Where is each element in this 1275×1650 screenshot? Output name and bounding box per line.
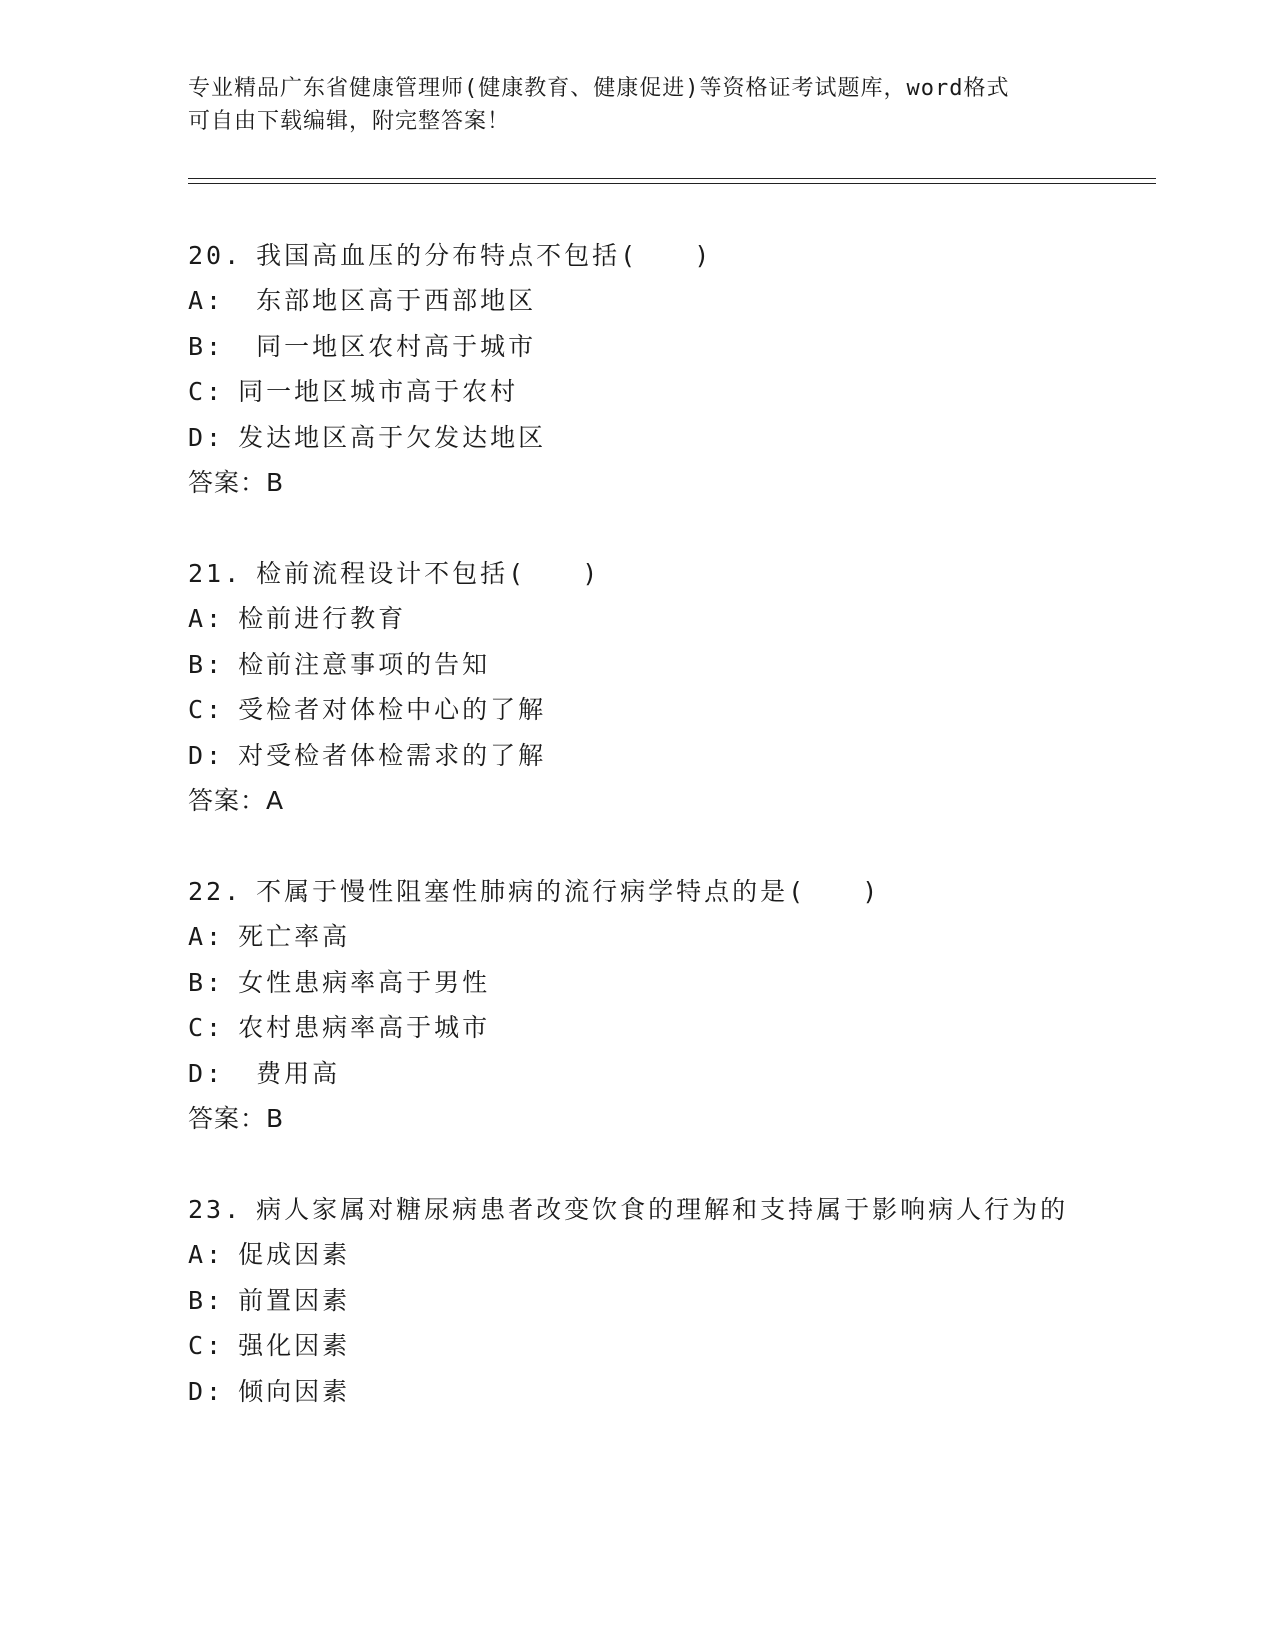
option-text: 农村患病率高于城市 bbox=[238, 1013, 491, 1042]
option-c bbox=[188, 1323, 1088, 1369]
option-text: 东部地区高于西部地区 bbox=[238, 286, 537, 315]
question-stem bbox=[188, 869, 1088, 914]
option-letter: A: bbox=[188, 922, 225, 951]
option-b bbox=[188, 960, 1088, 1006]
question-stem bbox=[188, 1187, 1088, 1232]
option-a bbox=[188, 278, 1088, 324]
option-b bbox=[188, 324, 1088, 370]
option-letter: C: bbox=[188, 1013, 225, 1042]
question-23 bbox=[188, 1187, 1088, 1414]
question-text: 检前流程设计不包括( ) bbox=[256, 559, 601, 588]
answer-line: 答案：B bbox=[188, 468, 285, 497]
option-letter: D: bbox=[188, 422, 225, 452]
option-letter: D: bbox=[188, 1058, 225, 1088]
option-a bbox=[188, 914, 1088, 960]
question-20 bbox=[188, 233, 1088, 505]
question-text: 不属于慢性阻塞性肺病的流行病学特点的是( ) bbox=[256, 877, 881, 906]
question-number: 22. bbox=[188, 877, 243, 906]
option-d bbox=[188, 415, 1088, 461]
question-22 bbox=[188, 869, 1088, 1141]
option-text: 倾向因素 bbox=[238, 1376, 351, 1406]
header-line-1: 专业精品广东省健康管理师(健康教育、健康促进)等资格证考试题库，word格式 bbox=[188, 76, 1010, 101]
option-letter: C: bbox=[188, 695, 225, 724]
question-number: 23. bbox=[188, 1195, 243, 1224]
answer-line: 答案：A bbox=[188, 786, 285, 815]
option-c bbox=[188, 687, 1088, 733]
option-letter: C: bbox=[188, 377, 225, 406]
question-stem bbox=[188, 551, 1088, 596]
option-b bbox=[188, 1278, 1088, 1324]
option-text: 同一地区城市高于农村 bbox=[238, 377, 519, 406]
question-list bbox=[188, 233, 1088, 1460]
option-letter: B: bbox=[188, 331, 225, 361]
option-letter: B: bbox=[188, 649, 225, 679]
option-text: 受检者对体检中心的了解 bbox=[238, 695, 547, 724]
option-letter: A: bbox=[188, 286, 225, 315]
option-text: 对受检者体检需求的了解 bbox=[238, 740, 547, 770]
document-header bbox=[188, 72, 1088, 138]
question-number: 21. bbox=[188, 559, 243, 588]
option-letter: C: bbox=[188, 1331, 225, 1360]
question-number: 20. bbox=[188, 241, 243, 270]
header-divider-top bbox=[188, 178, 1156, 179]
answer-line: 答案：B bbox=[188, 1104, 285, 1133]
option-b bbox=[188, 642, 1088, 688]
option-c bbox=[188, 369, 1088, 415]
option-text: 促成因素 bbox=[238, 1240, 351, 1269]
option-text: 强化因素 bbox=[238, 1331, 351, 1360]
option-letter: A: bbox=[188, 604, 225, 633]
option-text: 死亡率高 bbox=[238, 922, 351, 951]
question-text: 我国高血压的分布特点不包括( ) bbox=[256, 241, 713, 270]
option-text: 检前注意事项的告知 bbox=[238, 649, 491, 679]
header-line-2: 可自由下载编辑，附完整答案！ bbox=[188, 109, 511, 134]
option-d bbox=[188, 733, 1088, 779]
option-d bbox=[188, 1051, 1088, 1097]
option-letter: A: bbox=[188, 1240, 225, 1269]
option-text: 检前进行教育 bbox=[238, 604, 407, 633]
option-d bbox=[188, 1369, 1088, 1415]
question-21 bbox=[188, 551, 1088, 823]
option-text: 前置因素 bbox=[238, 1285, 351, 1315]
option-a bbox=[188, 596, 1088, 642]
option-text: 发达地区高于欠发达地区 bbox=[238, 422, 547, 452]
option-text: 同一地区农村高于城市 bbox=[238, 331, 537, 361]
question-text: 病人家属对糖尿病患者改变饮食的理解和支持属于影响病人行为的 bbox=[256, 1195, 1069, 1224]
option-c bbox=[188, 1005, 1088, 1051]
option-text: 费用高 bbox=[238, 1058, 341, 1088]
question-stem bbox=[188, 233, 1088, 278]
option-text: 女性患病率高于男性 bbox=[238, 967, 491, 997]
option-a bbox=[188, 1232, 1088, 1278]
header-divider-bottom bbox=[188, 183, 1156, 184]
option-letter: B: bbox=[188, 967, 225, 997]
option-letter: B: bbox=[188, 1285, 225, 1315]
option-letter: D: bbox=[188, 1376, 225, 1406]
option-letter: D: bbox=[188, 740, 225, 770]
